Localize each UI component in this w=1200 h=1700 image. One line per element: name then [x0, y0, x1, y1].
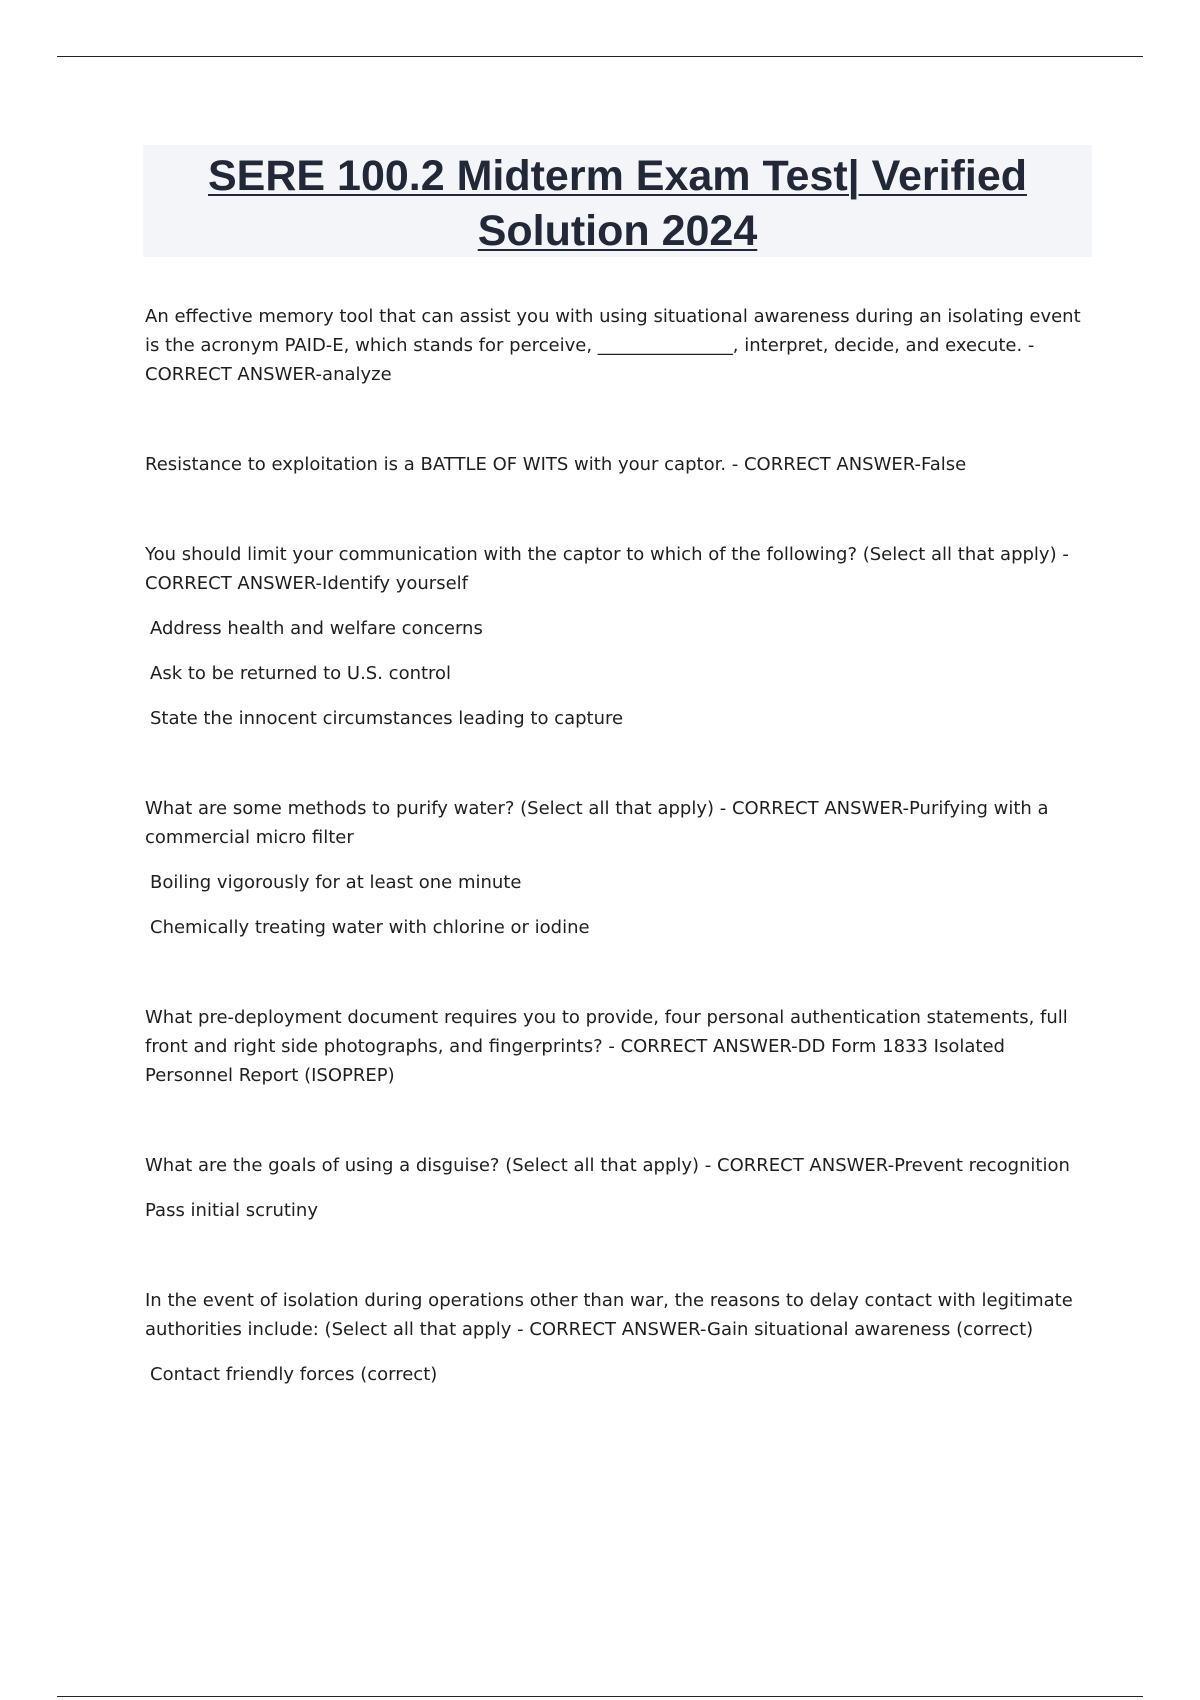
answer-option: Ask to be returned to U.S. control: [150, 663, 452, 684]
document-title: [143, 145, 1092, 259]
qa-item-1: [145, 302, 1085, 389]
question-text: What are some methods to purify water? (Select all that apply) - CORRECT ANSWER-Purifying with a commercial micro filter: [145, 798, 1049, 848]
qa-item-5: [145, 1003, 1085, 1090]
document-title-line-2: Solution 2024: [477, 207, 758, 255]
qa-item-3: [145, 540, 1085, 733]
answer-option: Boiling vigorously for at least one minute: [150, 872, 522, 893]
answer-option: Chemically treating water with chlorine or iodine: [150, 917, 590, 938]
question-text: An effective memory tool that can assist you with using situational awareness during an isolating event is the acronym PAID-E, which stands for perceive, _______________, interpret, decide, and execute. - CORRECT ANSWER-analyze: [145, 306, 1081, 385]
document-body: [145, 302, 1085, 1389]
qa-item-4: [145, 794, 1085, 942]
question-text: In the event of isolation during operations other than war, the reasons to delay contact with legitimate authorities include: (Select all that apply - CORRECT ANSWER-Gain situational awareness (correct): [145, 1290, 1073, 1340]
question-text: You should limit your communication with the captor to which of the following? (Select all that apply) - CORRECT ANSWER-Identify yourself: [145, 544, 1069, 594]
answer-option: Pass initial scrutiny: [145, 1200, 318, 1221]
document-title-line-1: SERE 100.2 Midterm Exam Test| Verified: [207, 152, 1027, 200]
question-text: Resistance to exploitation is a BATTLE OF WITS with your captor. - CORRECT ANSWER-False: [145, 454, 967, 475]
header-rule: [57, 56, 1143, 57]
question-text: What are the goals of using a disguise? (Select all that apply) - CORRECT ANSWER-Prevent recognition: [145, 1155, 1070, 1176]
answer-option: Address health and welfare concerns: [150, 618, 483, 639]
answer-option: Contact friendly forces (correct): [150, 1364, 438, 1385]
answer-option: State the innocent circumstances leading to capture: [150, 708, 624, 729]
title-block: [143, 145, 1092, 257]
qa-item-7: [145, 1286, 1085, 1389]
question-text: What pre-deployment document requires you to provide, four personal authentication statements, full front and right side photographs, and fingerprints? - CORRECT ANSWER-DD Form 1833 Isolated Personnel Report (ISOPREP): [145, 1007, 1068, 1086]
footer-rule: [57, 1696, 1143, 1697]
qa-item-2: [145, 450, 1085, 479]
qa-item-6: [145, 1151, 1085, 1225]
